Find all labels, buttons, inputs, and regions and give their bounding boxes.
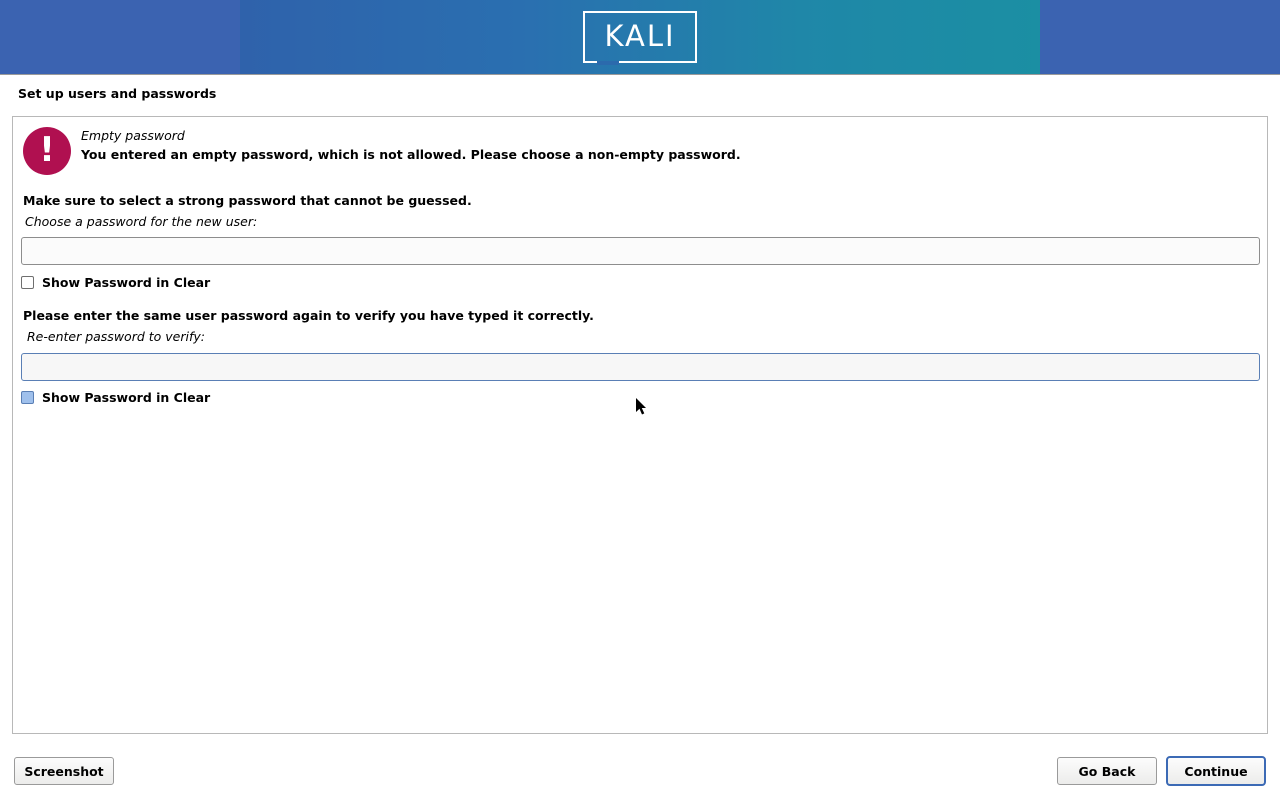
error-icon-glyph: ! [39,129,55,170]
verify-field-label: Re-enter password to verify: [27,329,205,344]
show-password-2-label: Show Password in Clear [42,390,211,405]
password-field-label: Choose a password for the new user: [25,214,258,229]
screenshot-button[interactable]: Screenshot [14,757,114,785]
show-password-1-checkbox[interactable] [21,276,34,289]
error-message: You entered an empty password, which is not allowed. Please choose a non-empty password. [81,147,741,162]
show-password-2-row[interactable] [21,390,210,405]
kali-logo-notch [597,61,619,65]
password-input[interactable] [21,237,1260,265]
main-content-frame [12,116,1268,734]
error-title: Empty password [81,128,185,143]
continue-button[interactable]: Continue [1166,756,1266,786]
show-password-2-checkbox[interactable] [21,391,34,404]
show-password-1-label: Show Password in Clear [42,275,211,290]
banner-left-panel [0,0,240,74]
kali-banner [0,0,1280,74]
banner-right-panel [1040,0,1280,74]
go-back-button[interactable]: Go Back [1057,757,1157,785]
verify-password-input[interactable] [21,353,1260,381]
page-title: Set up users and passwords [18,86,217,101]
show-password-1-row[interactable] [21,275,210,290]
kali-logo-text: KALI [604,18,676,53]
kali-logo [583,11,697,63]
banner-divider [0,74,1280,75]
verify-password-hint: Please enter the same user password again to verify you have typed it correctly. [23,308,594,323]
strong-password-hint: Make sure to select a strong password that cannot be guessed. [23,193,472,208]
error-exclamation-icon [23,127,71,175]
